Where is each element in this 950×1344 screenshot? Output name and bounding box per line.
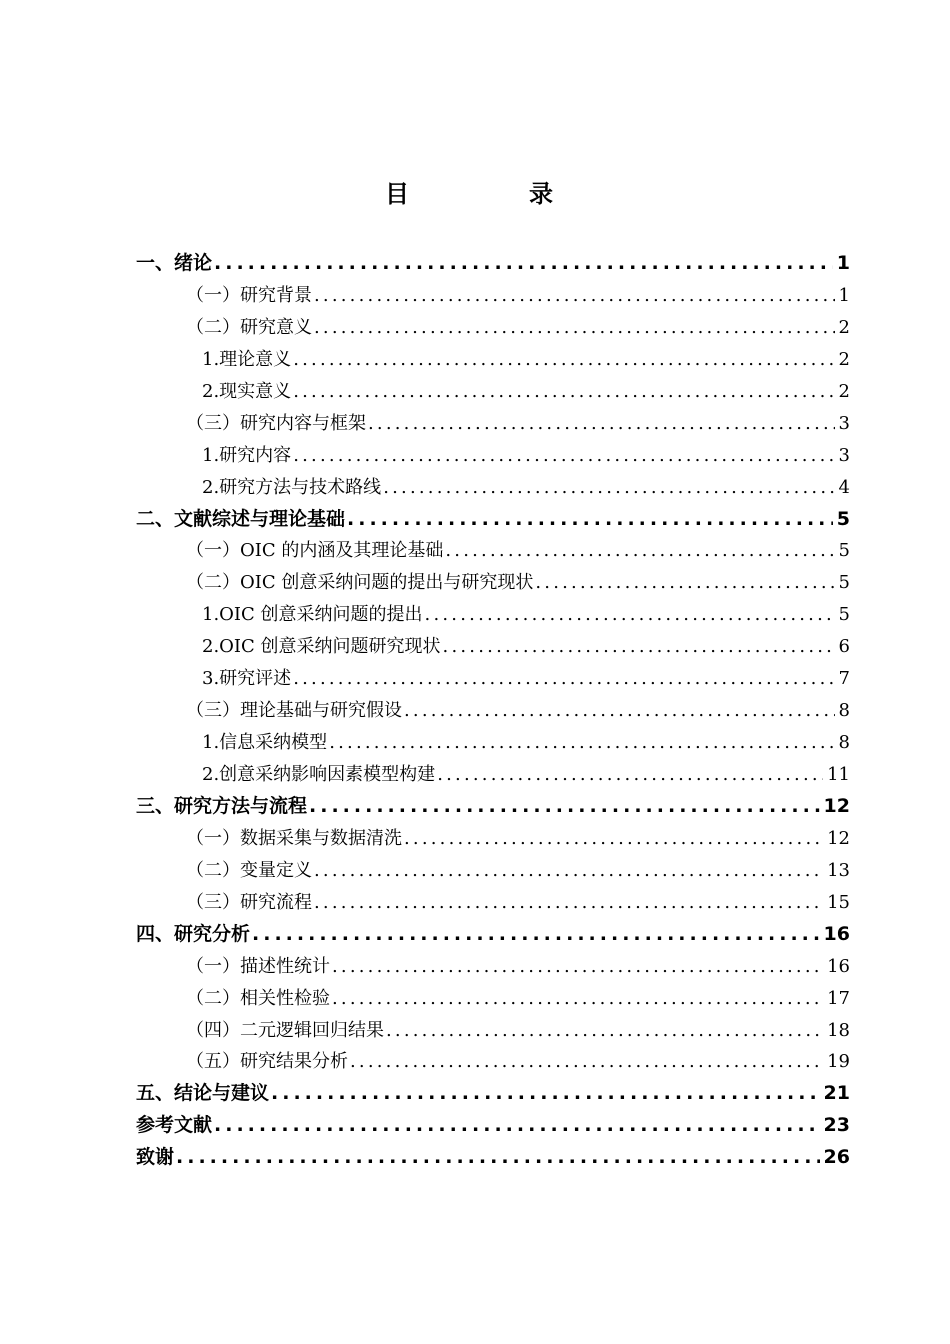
toc-entry-level-2[interactable] (136, 983, 850, 1015)
toc-entry-page-number: 23 (823, 1114, 850, 1137)
toc-entry-page-number: 16 (827, 955, 850, 977)
toc-entry-page-number: 1 (838, 284, 850, 306)
toc-entry-level-1[interactable] (136, 504, 850, 536)
toc-entry-page-number: 8 (838, 732, 850, 754)
toc-entry-label: （三）研究内容与框架 (186, 412, 366, 434)
toc-dot-leader (332, 983, 823, 1015)
toc-dot-leader (332, 951, 823, 983)
toc-entry-label: 2.OIC 创意采纳问题研究现状 (202, 636, 441, 658)
toc-entry-label: （一）描述性统计 (186, 955, 330, 977)
toc-dot-leader (214, 248, 833, 280)
toc-entry-page-number: 21 (823, 1082, 850, 1105)
toc-entry-label: 四、研究分析 (136, 922, 251, 945)
toc-dot-leader (350, 1046, 823, 1078)
toc-entry-level-3[interactable] (136, 472, 850, 504)
toc-entry-level-1[interactable] (136, 791, 850, 823)
toc-dot-leader (383, 472, 834, 504)
toc-entry-level-1[interactable] (136, 1142, 850, 1174)
toc-entry-level-2[interactable] (136, 1015, 850, 1047)
toc-entry-label: 1.研究内容 (202, 444, 292, 466)
toc-entry-level-3[interactable] (136, 663, 850, 695)
toc-dot-leader (347, 504, 833, 536)
toc-entry-label: （一）OIC 的内涵及其理论基础 (186, 540, 444, 562)
toc-entry-label: 三、研究方法与流程 (136, 794, 308, 817)
toc-entry-level-2[interactable] (136, 823, 850, 855)
toc-entry-label: 2.研究方法与技术路线 (202, 476, 382, 498)
toc-entry-page-number: 4 (838, 476, 850, 498)
toc-dot-leader (309, 791, 820, 823)
toc-entry-level-3[interactable] (136, 727, 850, 759)
page-title: 目 录 (385, 179, 601, 208)
toc-entry-level-2[interactable] (136, 1046, 850, 1078)
toc-dot-leader (293, 663, 834, 695)
toc-entry-level-1[interactable] (136, 1110, 850, 1142)
toc-entry-page-number: 2 (838, 316, 850, 338)
toc-entry-level-3[interactable] (136, 599, 850, 631)
toc-entry-page-number: 17 (827, 987, 850, 1009)
toc-entry-page-number: 12 (827, 827, 850, 849)
toc-entry-page-number: 5 (838, 572, 850, 594)
toc-entry-page-number: 3 (838, 412, 850, 434)
toc-entry-label: 一、绪论 (136, 252, 213, 274)
toc-entry-page-number: 1 (836, 252, 850, 274)
toc-entry-label: （二）相关性检验 (186, 987, 330, 1009)
toc-dot-leader (445, 535, 834, 567)
toc-entry-page-number: 2 (838, 348, 850, 370)
toc-entry-label: 1.理论意义 (202, 348, 292, 370)
toc-entry-page-number: 19 (827, 1051, 850, 1073)
toc-entry-page-number: 15 (827, 891, 850, 913)
toc-entry-page-number: 5 (838, 540, 850, 562)
toc-entry-label: 1.信息采纳模型 (202, 732, 328, 754)
toc-entry-level-1[interactable] (136, 248, 850, 280)
toc-entry-label: （三）研究流程 (186, 891, 312, 913)
toc-dot-leader (214, 1110, 820, 1142)
toc-entry-page-number: 16 (823, 922, 850, 945)
toc-entry-label: （一）研究背景 (186, 284, 312, 306)
toc-dot-leader (293, 376, 834, 408)
toc-dot-leader (314, 312, 835, 344)
toc-dot-leader (271, 1078, 820, 1110)
toc-entry-level-2[interactable] (136, 855, 850, 887)
toc-dot-leader (386, 1015, 823, 1047)
toc-entry-label: （五）研究结果分析 (186, 1051, 348, 1073)
toc-entry-level-2[interactable] (136, 312, 850, 344)
toc-entry-page-number: 2 (838, 380, 850, 402)
toc-entry-level-3[interactable] (136, 759, 850, 791)
toc-entry-label: （二）研究意义 (186, 316, 312, 338)
toc-entry-page-number: 7 (838, 668, 850, 690)
toc-entry-label: 3.研究评述 (202, 668, 292, 690)
toc-entry-level-2[interactable] (136, 887, 850, 919)
toc-dot-leader (176, 1142, 820, 1174)
toc-entry-page-number: 11 (827, 764, 850, 785)
toc-dot-leader (314, 855, 823, 887)
toc-entry-level-1[interactable] (136, 1078, 850, 1110)
toc-dot-leader (293, 344, 834, 376)
toc-entry-page-number: 5 (838, 604, 850, 626)
toc-dot-leader (425, 599, 835, 631)
toc-dot-leader (314, 280, 835, 312)
toc-entry-label: 1.OIC 创意采纳问题的提出 (202, 604, 423, 626)
toc-dot-leader (293, 440, 834, 472)
toc-entry-page-number: 13 (827, 859, 850, 881)
toc-dot-leader (443, 631, 835, 663)
toc-dot-leader (404, 823, 823, 855)
toc-entry-level-2[interactable] (136, 567, 850, 599)
toc-entry-level-2[interactable] (136, 951, 850, 983)
toc-entry-level-3[interactable] (136, 631, 850, 663)
toc-entry-label: 致谢 (136, 1146, 175, 1169)
toc-entry-page-number: 18 (827, 1019, 850, 1041)
toc-entry-label: 2.现实意义 (202, 380, 292, 402)
toc-entry-page-number: 3 (838, 444, 850, 466)
toc-entry-label: 参考文献 (136, 1114, 213, 1137)
toc-dot-leader (329, 727, 834, 759)
toc-dot-leader (252, 919, 820, 951)
table-of-contents (136, 248, 850, 1174)
toc-dot-leader (404, 695, 835, 727)
toc-entry-level-1[interactable] (136, 919, 850, 951)
toc-entry-page-number: 6 (838, 636, 850, 658)
toc-entry-page-number: 5 (836, 507, 850, 530)
toc-entry-label: （一）数据采集与数据清洗 (186, 827, 402, 849)
toc-entry-level-3[interactable] (136, 376, 850, 408)
toc-entry-label: 五、结论与建议 (136, 1082, 270, 1105)
toc-entry-level-2[interactable] (136, 695, 850, 727)
toc-entry-page-number: 12 (823, 794, 850, 817)
toc-entry-label: （四）二元逻辑回归结果 (186, 1019, 384, 1041)
toc-entry-level-2[interactable] (136, 280, 850, 312)
toc-entry-page-number: 8 (838, 700, 850, 722)
toc-entry-level-2[interactable] (136, 535, 850, 567)
toc-dot-leader (437, 759, 823, 791)
toc-entry-label: （二）变量定义 (186, 859, 312, 881)
toc-dot-leader (368, 408, 835, 440)
toc-entry-level-3[interactable] (136, 440, 850, 472)
toc-entry-page-number: 26 (823, 1146, 850, 1169)
toc-dot-leader (535, 567, 834, 599)
toc-dot-leader (314, 887, 823, 919)
toc-entry-level-2[interactable] (136, 408, 850, 440)
toc-entry-label: （三）理论基础与研究假设 (186, 700, 402, 722)
toc-entry-label: 二、文献综述与理论基础 (136, 507, 346, 530)
toc-entry-label: 2.创意采纳影响因素模型构建 (202, 764, 436, 785)
toc-entry-label: （二）OIC 创意采纳问题的提出与研究现状 (186, 572, 534, 594)
toc-entry-level-3[interactable] (136, 344, 850, 376)
